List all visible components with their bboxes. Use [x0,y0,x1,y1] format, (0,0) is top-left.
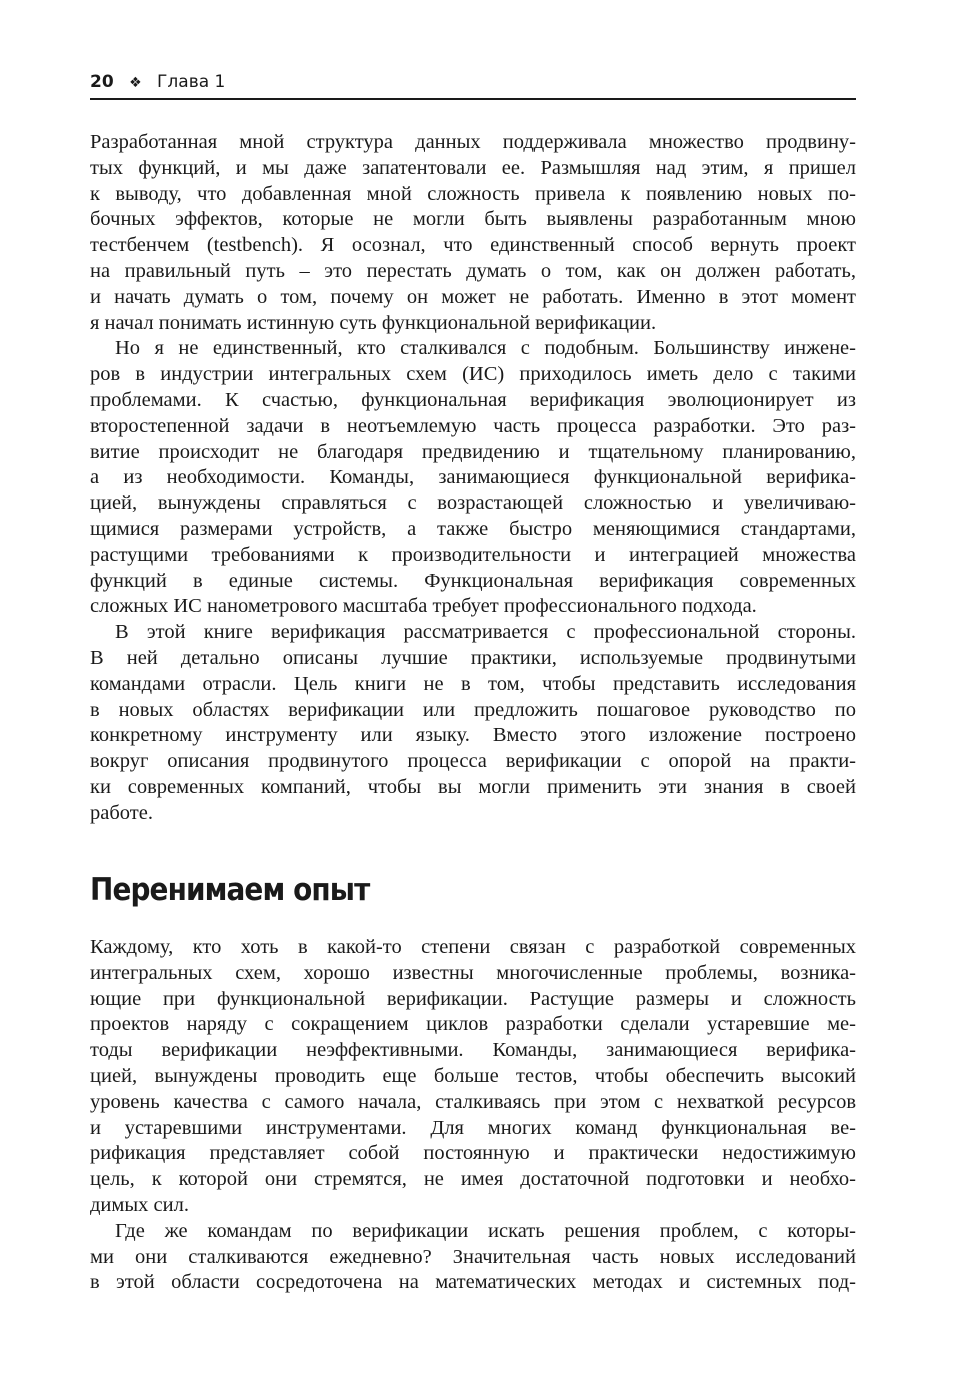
text-line: интегральных схем, хорошо известны многочисленные проблемы, возника- [90,961,856,984]
text-line: а из необходимости. Команды, занимающиеся функциональной верифика- [90,466,856,489]
text-line: витие происходит не благодаря предвидению и тщательному планированию, [90,440,856,463]
text-line: В этой книге верификация рассматривается с профессиональной стороны. [115,621,856,644]
text-line: цель, к которой они стремятся, не имея достаточной подготовки и необхо- [90,1168,856,1191]
page-number: 20 [90,72,114,92]
text-line: Где же командам по верификации искать решения проблем, с которы- [115,1219,856,1242]
text-line: тоды верификации неэффективными. Команды, занимающиеся верифика- [90,1039,856,1062]
text-line: ми они сталкиваются ежедневно? Значительная часть новых исследований [90,1245,856,1268]
running-header [90,72,856,100]
body-text-section-2 [90,935,856,1296]
text-line: тых функций, и мы даже запатентовали ее. Размышляя над этим, я пришел [90,156,856,179]
text-line: рификация представляет собой постоянную и практически недостижимую [90,1142,856,1165]
text-line: тестбенчем (testbench). Я осознал, что единственный способ вернуть проект [90,234,856,257]
text-line: бочных эффектов, которые не могли быть выявлены разработанным мною [90,208,856,231]
text-line: к выводу, что добавленная мной сложность привела к появлению новых по- [90,182,856,205]
text-line: цией, вынуждены справляться с возрастающей сложностью и увеличиваю- [90,492,856,515]
text-line: ющие при функциональной верификации. Растущие размеры и сложность [90,987,856,1010]
text-line: я начал понимать истинную суть функциональной верификации. [90,311,657,334]
text-line: Но я не единственный, кто сталкивался с подобным. Большинству инжене- [115,337,856,360]
text-line: работе. [90,801,153,824]
section-heading: Перенимаем опыт [90,872,370,908]
text-line: командами отрасли. Цель книги не в том, чтобы представить исследования [90,672,856,695]
text-line: и начать думать о том, почему он может не работать. Именно в этот момент [90,285,856,308]
text-line: В ней детально описаны лучшие практики, используемые продвинутыми [90,646,856,669]
text-line: сложных ИС нанометрового масштаба требует профессионального подхода. [90,595,757,618]
body-text-section-1 [90,130,856,827]
text-line: конкретному инструменту или языку. Вместо этого изложение построено [90,724,856,747]
text-line: димых сил. [90,1193,189,1216]
text-line: функций в единые системы. Функциональная верификация современных [90,569,856,592]
text-line: на правильный путь – это перестать думать о том, как он должен работать, [90,259,856,282]
ornament-icon: ❖ [129,75,142,91]
chapter-title: Глава 1 [157,72,226,92]
text-line: вокруг описания продвинутого процесса верификации с опорой на практи- [90,750,856,773]
text-line: в этой области сосредоточена на математических методах и системных под- [90,1271,856,1294]
text-line: Каждому, кто хоть в какой-то степени связан с разработкой современных [90,936,856,958]
text-line: проектов наряду с сокращением циклов разработки сделали устаревшие ме- [90,1013,856,1036]
text-line: проблемами. К счастью, функциональная верификация эволюционирует из [90,388,856,411]
text-line: уровень качества с самого начала, сталкиваясь при этом с нехваткой ресурсов [90,1090,856,1113]
text-line: растущими требованиями к производительности и интеграцией множества [90,543,856,566]
text-line: в новых областях верификации или предложить пошаговое руководство по [90,698,856,721]
text-line: ров в индустрии интегральных схем (ИС) приходилось иметь дело с такими [90,363,856,386]
text-line: щимися размерами устройств, а также быстро меняющимися стандартами, [90,517,856,540]
text-line: ки современных компаний, чтобы вы могли применить эти знания в своей [90,775,856,798]
text-line: второстепенной задачи в неотъемлемую часть процесса разработки. Это раз- [90,414,856,437]
text-line: цией, вынуждены проводить еще больше тестов, чтобы обеспечить высокий [90,1064,856,1087]
text-line: Разработанная мной структура данных поддерживала множество продвину- [90,131,856,153]
text-line: и устаревшими инструментами. Для многих команд функциональная ве- [90,1116,856,1139]
